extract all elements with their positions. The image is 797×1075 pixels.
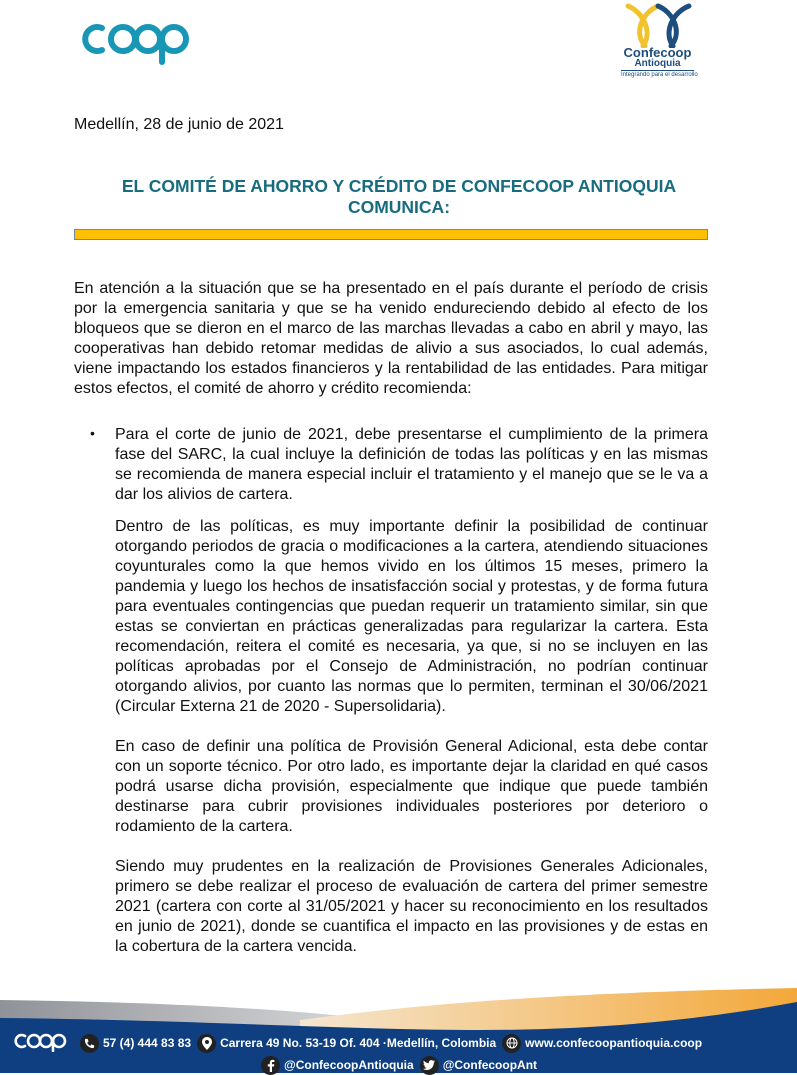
facebook-icon[interactable] <box>261 1056 280 1075</box>
recommendation-paragraph: En caso de definir una política de Provisión General Adicional, esta debe contar con un soporte técnico. Por otro lado, es importante dejar la claridad en qué casos podrá usarse dicha provisión, especialmente que indique que puede también destinarse para cubrir provisiones individuales posteriores por deterioro o rodamiento de la cartera. <box>115 738 708 835</box>
footer-twitter-handle[interactable]: @ConfecoopAnt <box>442 1058 538 1072</box>
globe-icon <box>502 1034 521 1053</box>
footer-banner <box>0 980 797 1073</box>
coop-logo-mark <box>80 18 195 68</box>
footer-website-link[interactable]: www.confecoopantioquia.coop <box>525 1036 703 1050</box>
confecoop-rings-icon <box>623 2 693 48</box>
confecoop-name: Confecoop <box>623 45 692 60</box>
footer-facebook-handle[interactable]: @ConfecoopAntioquia <box>284 1058 414 1072</box>
confecoop-antioquia-logo <box>615 2 700 84</box>
footer-phone: 57 (4) 444 83 83 <box>103 1036 192 1050</box>
footer-contact-row <box>14 1032 702 1054</box>
location-pin-icon <box>197 1034 216 1053</box>
coop-logo-mark <box>14 1032 70 1052</box>
bullet-icon: • <box>90 425 95 441</box>
confecoop-tagline: Integrando para el desarrollo <box>621 72 698 78</box>
footer-social-row <box>255 1055 537 1075</box>
recommendation-paragraph: Siendo muy prudentes en la realización de Provisiones Generales Adicionales, primero se debe realizar el proceso de evaluación de cartera del primer semestre 2021 (cartera con corte al 31/05/2021 y hacer su reconocimiento en los resultados en junio de 2021), donde se cuantifica el impacto en las provisiones y de estas en la cobertura de la cartera vencida. <box>115 858 708 955</box>
coop-logo <box>80 18 195 68</box>
letter-title: EL COMITÉ DE AHORRO Y CRÉDITO DE CONFECOOP ANTIOQUIA COMUNICA: <box>121 176 677 217</box>
footer-address: Carrera 49 No. 53-19 Of. 404 ·Medellín, Colombia <box>220 1036 497 1050</box>
phone-icon <box>80 1034 99 1053</box>
twitter-icon[interactable] <box>420 1056 439 1075</box>
confecoop-subname: Antioquia <box>634 58 681 69</box>
recommendation-paragraph: Dentro de las políticas, es muy importante definir la posibilidad de continuar otorgando periodos de gracia o modificaciones a la cartera, atendiendo situaciones coyunturales como la que hemos vivido en los últimos 15 meses, primero la pandemia y luego los hechos de insatisfacción social y protestas, y de forma futura para eventuales contingencias que puedan requerir un tratamiento similar, sin que estas se conviertan en prácticas generalizadas para regularizar la cartera. Esta recomendación, reitera el comité es necesaria, ya que, si no se incluyen en las políticas aprobadas por el Consejo de Administración, no podrían continuar otorgando alivios, por cuanto las normas que lo permiten, terminan el 30/06/2021 (Circular Externa 21 de 2020 - Supersolidaria). <box>115 518 708 715</box>
recommendation-paragraph: Para el corte de junio de 2021, debe presentarse el cumplimiento de la primera fase del SARC, la cual incluye la definición de todas las políticas y en las mismas se recomienda de manera especial incluir el tratamiento y el manejo que se le va a dar los alivios de cartera. <box>115 426 708 503</box>
footer-coop-logo <box>14 1032 70 1055</box>
letter-date: Medellín, 28 de junio de 2021 <box>74 116 284 133</box>
title-divider-bar <box>74 229 708 240</box>
intro-paragraph: En atención a la situación que se ha presentado en el país durante el período de crisis por la emergencia sanitaria y que se ha venido endureciendo debido al efecto de los bloqueos que se dieron en el marco de las marchas llevadas a cabo en abril y mayo, las cooperativas han debido retomar medidas de alivio a sus asociados, lo cual además, viene impactando los estados financieros y la rentabilidad de las entidades. Para mitigar estos efectos, el comité de ahorro y crédito recomienda: <box>74 280 708 397</box>
